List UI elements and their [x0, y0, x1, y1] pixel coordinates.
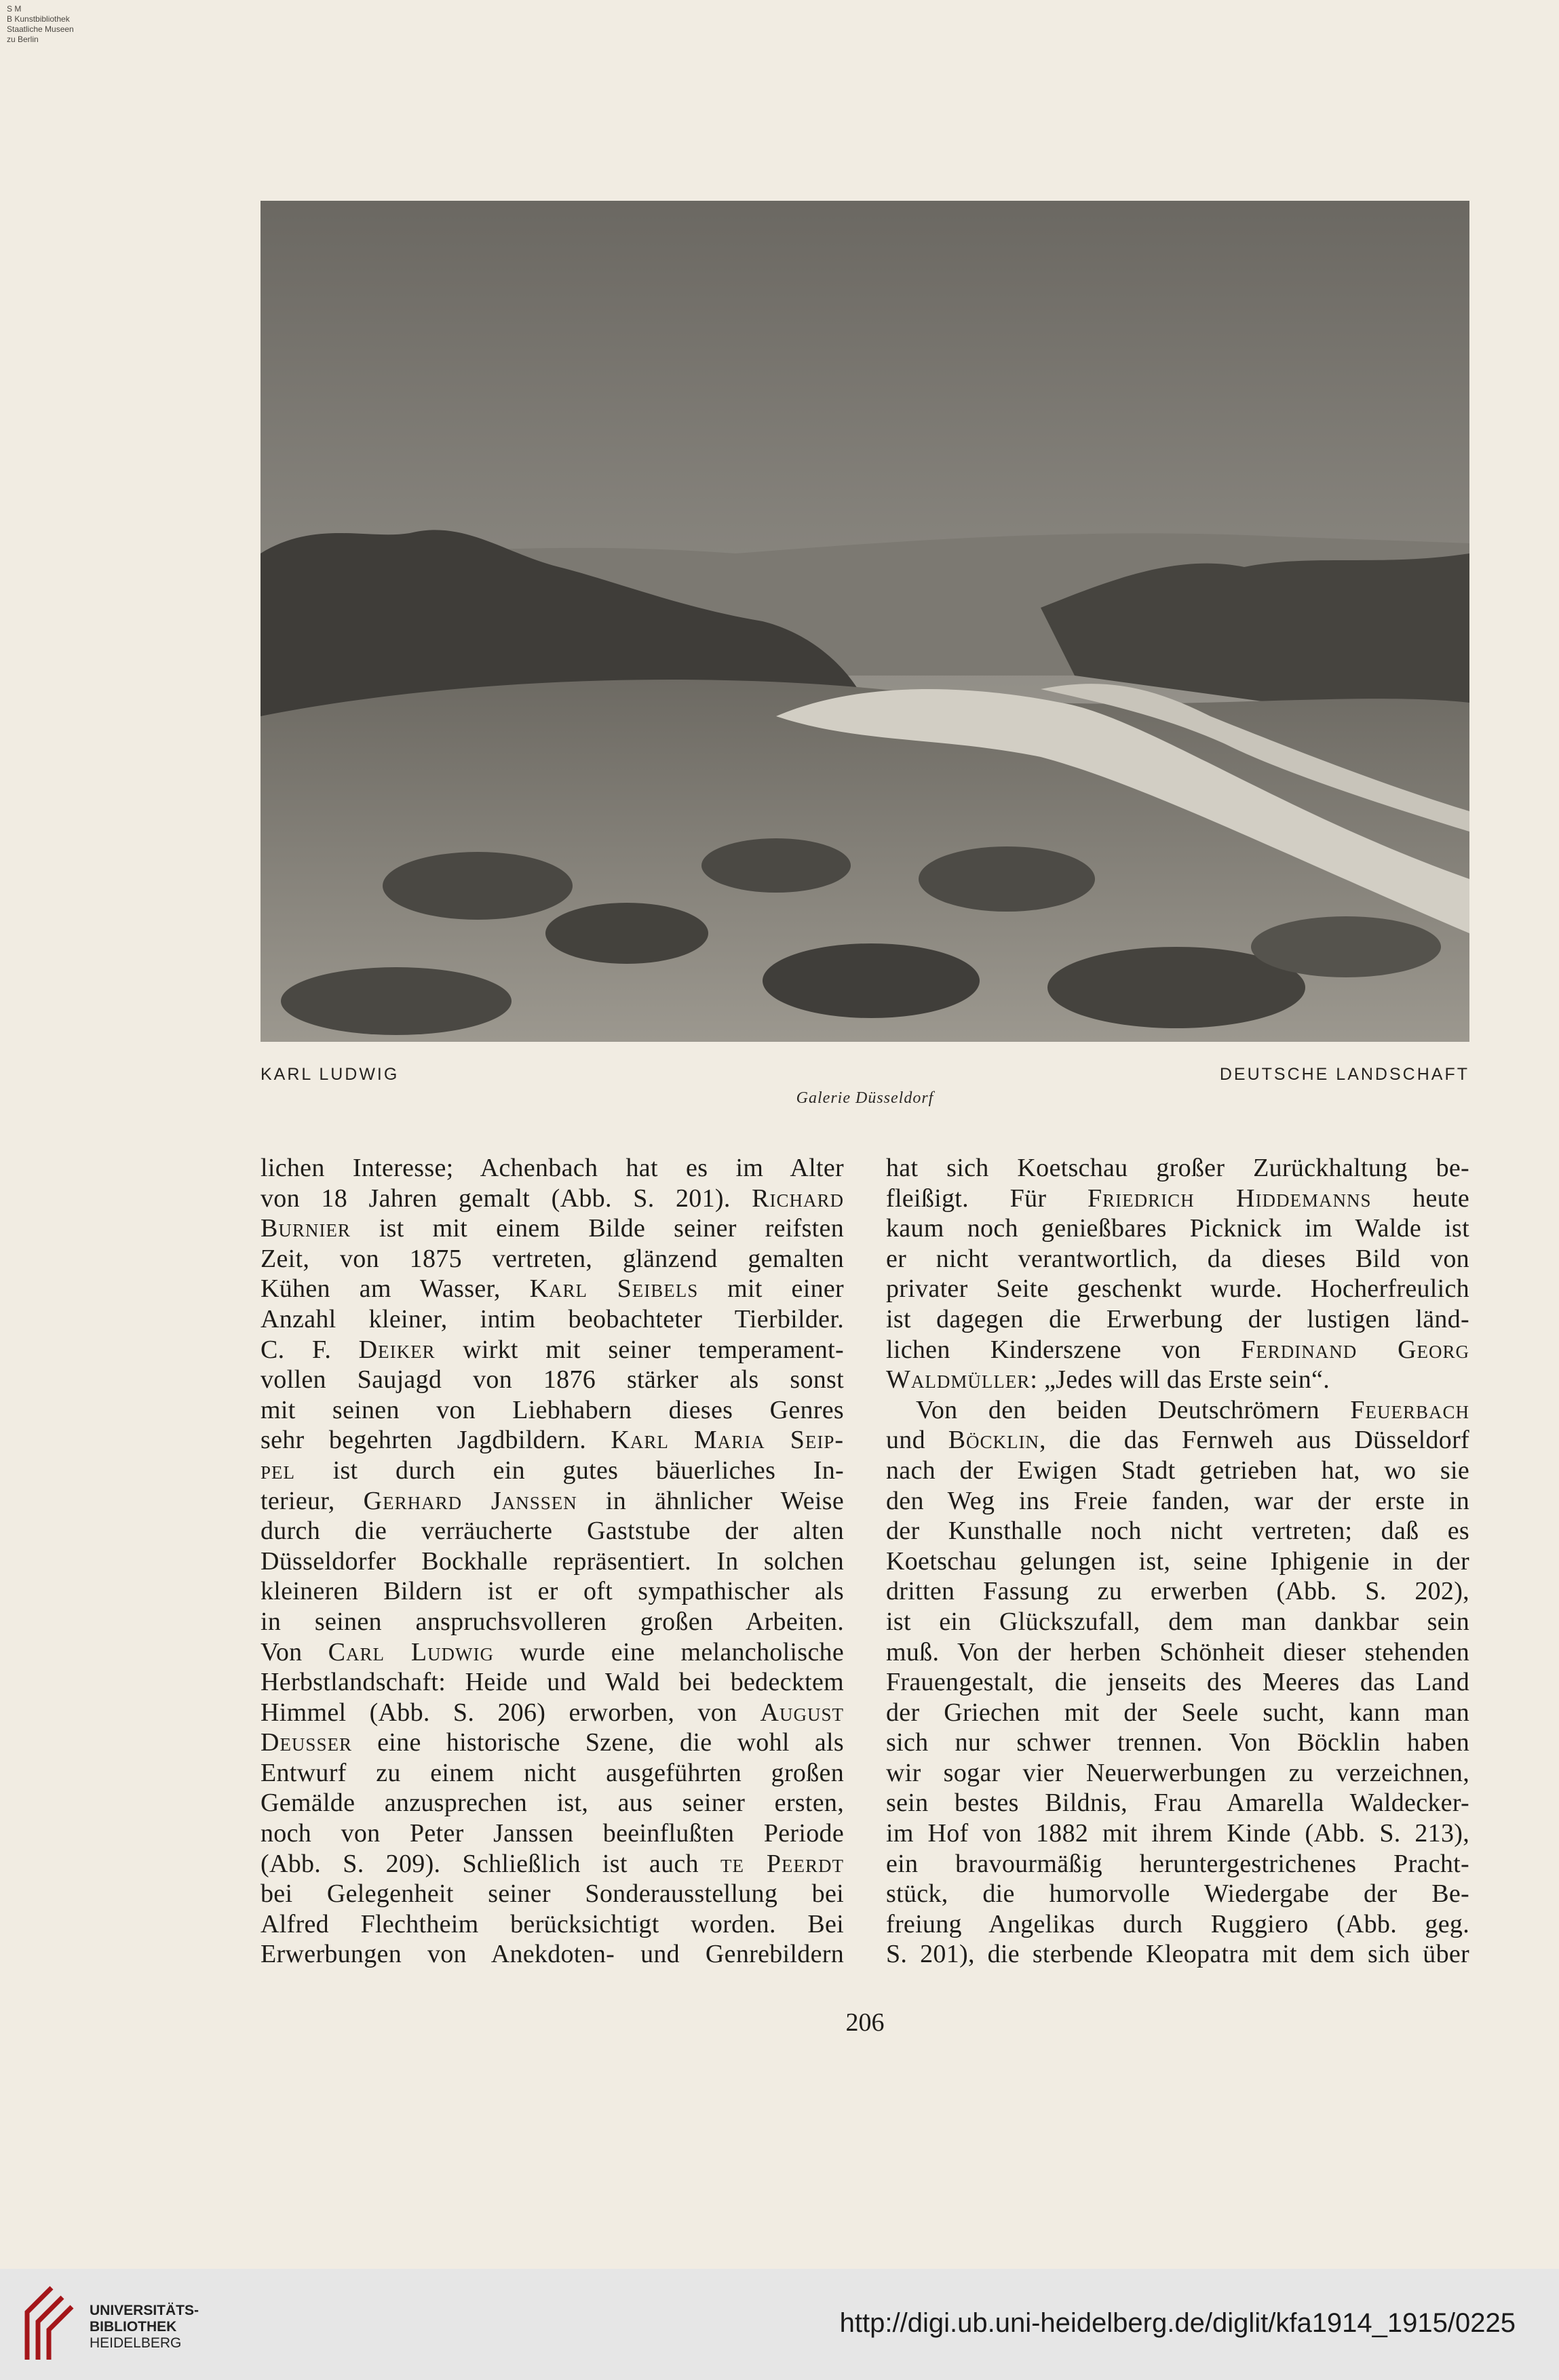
text-line: kleineren Bildern ist er oft sympathischer als	[261, 1577, 844, 1606]
text-line: Alfred Flechtheim berücksichtigt worden. Bei	[261, 1909, 844, 1938]
text-line: noch von Peter Janssen beeinflußten Periode	[261, 1819, 844, 1848]
text-run: lichen Kinderszene von	[886, 1335, 1242, 1364]
name-smallcaps: te Peerdt	[720, 1849, 844, 1878]
text-column-left	[261, 1153, 844, 1970]
text-line: ein bravourmäßig heruntergestrichenes Pracht-	[886, 1849, 1469, 1878]
text-line: wir sogar vier Neuerwerbungen zu verzeichnen,	[886, 1758, 1469, 1787]
stamp-line: Staatliche Museen	[7, 24, 74, 34]
name-smallcaps: Böcklin	[948, 1426, 1040, 1455]
text-run: Von den beiden Deutschrömern	[916, 1395, 1351, 1424]
name-smallcaps: pel	[261, 1456, 296, 1485]
text-run: (Abb. S. 209). Schließlich ist auch	[261, 1849, 721, 1878]
text-line: bei Gelegenheit seiner Sonderausstellung bei	[261, 1879, 844, 1909]
text-run: heute	[1371, 1184, 1470, 1213]
text-line: lichen Interesse; Achenbach hat es im Alter	[261, 1154, 844, 1182]
caption-gallery: Galerie Düsseldorf	[796, 1089, 934, 1107]
text-line	[261, 1637, 844, 1668]
stamp-line: B Kunstbibliothek	[7, 14, 70, 24]
text-line: freiung Angelikas durch Ruggiero (Abb. geg.	[886, 1909, 1469, 1938]
text-line: er nicht verantwortlich, da dieses Bild von	[886, 1244, 1469, 1273]
text-line: ist ein Glückszufall, dem man dankbar sein	[886, 1607, 1469, 1636]
text-run: wirkt mit seiner temperament-	[435, 1335, 844, 1364]
text-run: ist durch ein gutes bäuerliches In-	[295, 1456, 844, 1485]
text-line: Koetschau gelungen ist, seine Iphigenie in der	[886, 1546, 1469, 1576]
text-line: vollen Saujagd von 1876 stärker als sonst	[261, 1365, 844, 1394]
text-line: nach der Ewigen Stadt getrieben hat, wo sie	[886, 1456, 1469, 1485]
text-line: den Weg ins Freie fanden, war der erste in	[886, 1486, 1469, 1515]
text-line	[886, 1184, 1469, 1214]
text-line	[886, 1335, 1469, 1365]
text-run: terieur,	[261, 1486, 364, 1515]
text-line: Erwerbungen von Anekdoten- und Genrebildern	[261, 1940, 844, 1969]
text-line	[261, 1425, 844, 1456]
page-number: 206	[845, 2008, 885, 2037]
text-line	[261, 1456, 844, 1486]
text-column-right	[886, 1153, 1469, 1970]
permalink-url[interactable]: http://digi.ub.uni-heidelberg.de/diglit/kfa1914_1915/0225	[839, 2308, 1516, 2338]
text-line	[261, 1274, 844, 1304]
library-name	[90, 2303, 199, 2352]
text-run: ist mit einem Bilde seiner reifsten	[350, 1214, 844, 1243]
text-line: der Kunsthalle noch nicht vertreten; daß es	[886, 1517, 1469, 1546]
name-smallcaps: Friedrich Hiddemanns	[1088, 1184, 1372, 1213]
text-line	[261, 1486, 844, 1517]
text-run: sehr begehrten Jagdbildern.	[261, 1426, 611, 1455]
library-line: BIBLIOTHEK	[90, 2319, 177, 2335]
name-smallcaps: Deiker	[358, 1335, 436, 1364]
text-line: Frauengestalt, die jenseits des Meeres das Land	[886, 1668, 1469, 1697]
caption-title: DEUTSCHE LANDSCHAFT	[1219, 1065, 1469, 1084]
text-line	[886, 1395, 1469, 1426]
text-run: eine historische Szene, die wohl als	[351, 1728, 844, 1757]
text-run: Himmel (Abb. S. 206) erworben, von	[261, 1698, 761, 1727]
name-smallcaps: Feuerbach	[1350, 1395, 1469, 1424]
text-run: mit einer	[698, 1274, 844, 1304]
text-line: ist dagegen die Erwerbung der lustigen länd-	[886, 1304, 1469, 1333]
name-smallcaps: Ferdinand Georg	[1241, 1335, 1470, 1364]
library-line: UNIVERSITÄTS-	[90, 2303, 199, 2318]
name-smallcaps: Karl Maria Seip-	[611, 1426, 845, 1455]
text-line: Anzahl kleiner, intim beobachteter Tierbilder.	[261, 1304, 844, 1333]
text-line: Entwurf zu einem nicht ausgeführten großen	[261, 1758, 844, 1787]
library-stamp	[7, 4, 74, 45]
text-run: Kühen am Wasser,	[261, 1274, 530, 1304]
text-line: Herbstlandschaft: Heide und Wald bei bedecktem	[261, 1668, 844, 1697]
text-run: wurde eine melancholische	[494, 1637, 845, 1666]
text-run: , die das Fernweh aus Düsseldorf	[1039, 1426, 1469, 1455]
text-run: fleißigt. Für	[886, 1184, 1088, 1213]
text-line: S. 201), die sterbende Kleopatra mit dem sich über	[886, 1940, 1469, 1969]
text-line	[886, 1425, 1469, 1456]
text-line	[261, 1698, 844, 1728]
library-line: HEIDELBERG	[90, 2335, 182, 2351]
text-line	[261, 1728, 844, 1758]
name-smallcaps: Deusser	[261, 1728, 352, 1757]
landscape-painting	[261, 201, 1469, 1042]
name-smallcaps: Gerhard Janssen	[363, 1486, 577, 1515]
text-line: dritten Fassung zu erwerben (Abb. S. 202),	[886, 1577, 1469, 1606]
text-line: Zeit, von 1875 vertreten, glänzend gemalten	[261, 1244, 844, 1273]
name-smallcaps: Waldmüller	[886, 1365, 1031, 1394]
text-line: mit seinen von Liebhabern dieses Genres	[261, 1395, 844, 1424]
text-line: Gemälde anzusprechen ist, aus seiner ersten,	[261, 1789, 844, 1818]
text-line: sein bestes Bildnis, Frau Amarella Waldecker-	[886, 1789, 1469, 1818]
text-line: kaum noch genießbares Picknick im Walde ist	[886, 1214, 1469, 1243]
text-line	[261, 1184, 844, 1214]
digitization-footer	[0, 2269, 1559, 2380]
text-line: durch die verräucherte Gaststube der alten	[261, 1517, 844, 1546]
text-line	[886, 1365, 1469, 1395]
text-line	[261, 1335, 844, 1365]
text-run: von 18 Jahren gemalt (Abb. S. 201).	[261, 1184, 752, 1213]
caption-artist: KARL LUDWIG	[261, 1065, 400, 1084]
text-run: C. F.	[261, 1335, 359, 1364]
text-run: Von	[261, 1637, 328, 1666]
text-line: in seinen anspruchsvolleren großen Arbeiten.	[261, 1607, 844, 1636]
text-run: : „Jedes will das Erste sein“.	[1030, 1365, 1330, 1394]
text-run: und	[886, 1426, 948, 1455]
text-line: Düsseldorfer Bockhalle repräsentiert. In solchen	[261, 1546, 844, 1576]
library-logo-icon	[18, 2284, 76, 2364]
name-smallcaps: Richard	[752, 1184, 844, 1213]
text-line: privater Seite geschenkt wurde. Hocherfreulich	[886, 1274, 1469, 1304]
text-line: stück, die humorvolle Wiedergabe der Be-	[886, 1879, 1469, 1909]
text-line	[261, 1849, 844, 1879]
text-line: hat sich Koetschau großer Zurückhaltung be-	[886, 1154, 1469, 1182]
name-smallcaps: Burnier	[261, 1214, 351, 1243]
text-line: muß. Von der herben Schönheit dieser stehenden	[886, 1637, 1469, 1666]
text-run: in ähnlicher Weise	[577, 1486, 845, 1515]
text-line: sich nur schwer trennen. Von Böcklin haben	[886, 1728, 1469, 1757]
name-smallcaps: August	[760, 1698, 844, 1727]
text-line: der Griechen mit der Seele sucht, kann man	[886, 1698, 1469, 1727]
stamp-line: zu Berlin	[7, 35, 39, 44]
text-line: im Hof von 1882 mit ihrem Kinde (Abb. S. 213),	[886, 1819, 1469, 1848]
name-smallcaps: Karl Seibels	[529, 1274, 699, 1304]
text-line	[261, 1213, 844, 1244]
stamp-line: S M	[7, 4, 22, 14]
name-smallcaps: Carl Ludwig	[328, 1637, 495, 1666]
